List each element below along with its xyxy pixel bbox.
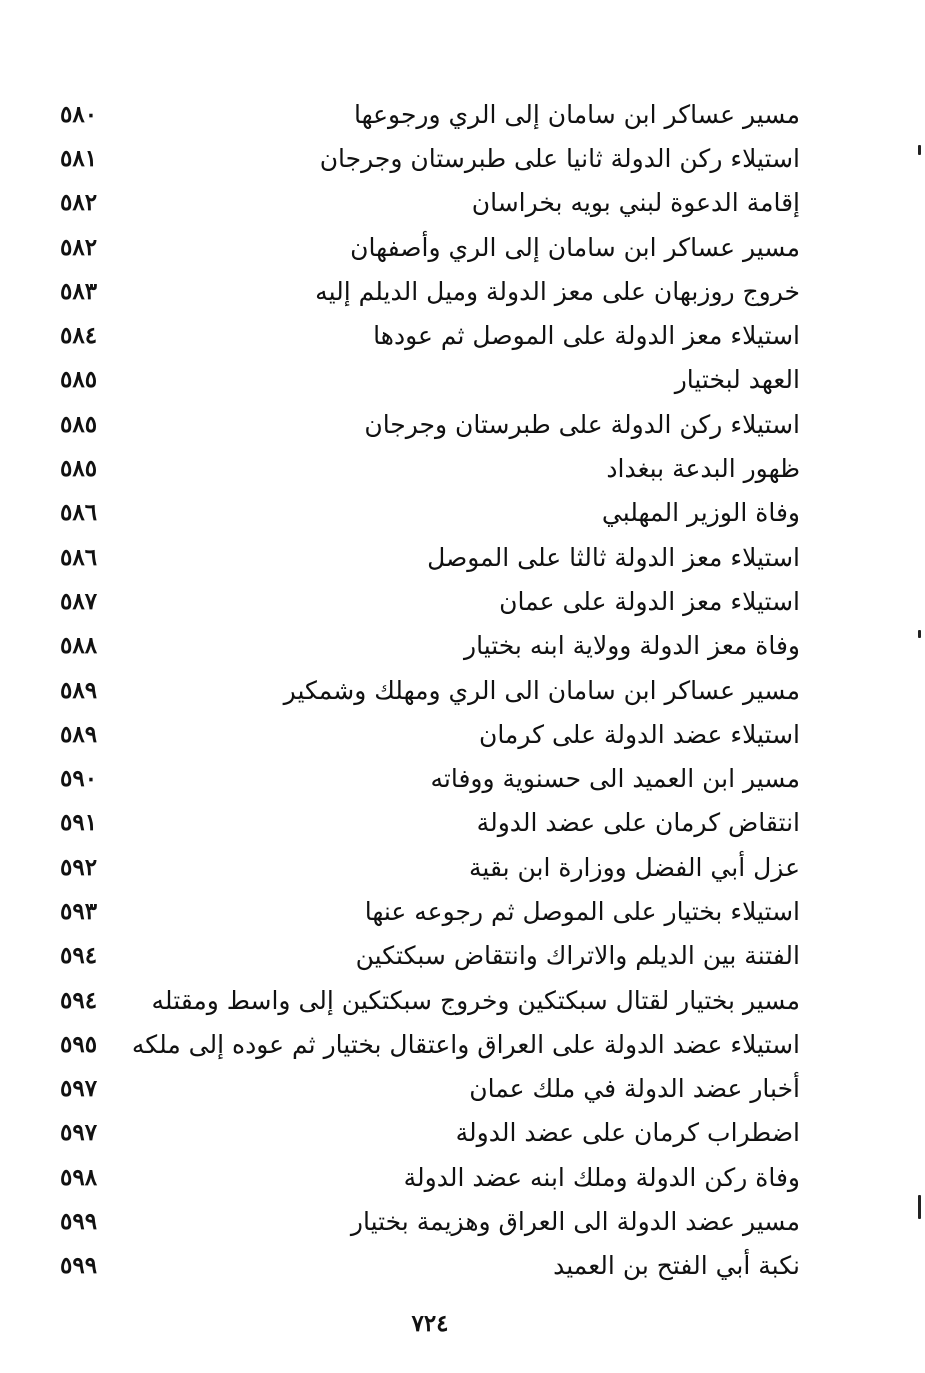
toc-entry-title: ظهور البدعة ببغداد: [606, 454, 800, 484]
toc-entry-title: استيلاء معز الدولة على الموصل ثم عودها: [373, 321, 800, 351]
toc-entry-page: ٥٨٩: [60, 720, 98, 748]
toc-entry-title: استيلاء ركن الدولة على طبرستان وجرجان: [364, 409, 800, 439]
toc-entry-title: استيلاء عضد الدولة على العراق واعتقال بختيار ثم عوده إلى ملكه: [131, 1029, 800, 1059]
toc-entry: [60, 934, 800, 978]
toc-entry-page: ٥٩٧: [60, 1119, 98, 1147]
toc-entry-title: وفاة معز الدولة وولاية ابنه بختيار: [464, 631, 800, 661]
scan-edge-mark: [918, 145, 921, 155]
toc-entry: [60, 1244, 800, 1288]
toc-entry-page: ٥٩٤: [60, 942, 98, 970]
toc-entry-page: ٥٨١: [60, 144, 98, 172]
toc-entry: [60, 579, 800, 623]
toc-entry-page: ٥٩١: [60, 809, 98, 837]
toc-entry-page: ٥٨٦: [60, 499, 98, 527]
toc-entry-title: عزل أبي الفضل ووزارة ابن بقية: [469, 852, 800, 882]
toc-entry: [60, 446, 800, 490]
toc-entry-page: ٥٨٢: [60, 233, 98, 261]
toc-entry-page: ٥٩٥: [60, 1030, 98, 1058]
toc-entry-page: ٥٨٨: [60, 632, 98, 660]
toc-entry: [60, 756, 800, 800]
toc-entry: [60, 801, 800, 845]
toc-entry-page: ٥٨٢: [60, 189, 98, 217]
toc-entry: [60, 402, 800, 446]
toc-entry-page: ٥٨٠: [60, 100, 98, 128]
toc-entry: [60, 92, 800, 136]
toc-entry: [60, 978, 800, 1022]
toc-entry: [60, 491, 800, 535]
toc-entry-page: ٥٨٥: [60, 455, 98, 483]
toc-entry-title: مسير عساكر ابن سامان إلى الري ورجوعها: [353, 99, 800, 129]
toc-entry: [60, 1111, 800, 1155]
toc-entry-title: مسير عضد الدولة الى العراق وهزيمة بختيار: [350, 1207, 800, 1237]
toc-entry-title: استيلاء ركن الدولة ثانيا على طبرستان وجرجان: [319, 143, 800, 173]
toc-entry: [60, 313, 800, 357]
toc-entry-title: العهد لبختيار: [674, 365, 800, 395]
toc-entry: [60, 1067, 800, 1111]
scan-edge-mark: [918, 1195, 921, 1219]
toc-entry-page: ٥٨٣: [60, 277, 98, 305]
toc-entry: [60, 668, 800, 712]
toc-entry: [60, 889, 800, 933]
toc-entry-title: استيلاء معز الدولة ثالثا على الموصل: [427, 542, 800, 572]
toc-entry-page: ٥٨٥: [60, 410, 98, 438]
toc-entry-title: الفتنة بين الديلم والاتراك وانتقاض سبكتكين: [355, 941, 800, 971]
toc-entry-page: ٥٨٩: [60, 676, 98, 704]
toc-entry-title: وفاة ركن الدولة وملك ابنه عضد الدولة: [403, 1162, 800, 1192]
toc-entry-title: انتقاض كرمان على عضد الدولة: [476, 808, 800, 838]
toc-entry-page: ٥٩٨: [60, 1163, 98, 1191]
toc-entry-page: ٥٨٤: [60, 322, 98, 350]
toc-entry-page: ٥٨٧: [60, 587, 98, 615]
toc-entry: [60, 358, 800, 402]
toc-entry-title: اضطراب كرمان على عضد الدولة: [455, 1118, 800, 1148]
table-of-contents: [60, 92, 800, 1288]
toc-entry: [60, 269, 800, 313]
toc-entry-page: ٥٩٧: [60, 1075, 98, 1103]
toc-entry-page: ٥٨٦: [60, 543, 98, 571]
toc-entry-page: ٥٩٤: [60, 986, 98, 1014]
toc-entry-title: خروج روزبهان على معز الدولة وميل الديلم إليه: [315, 276, 800, 306]
toc-entry: [60, 712, 800, 756]
toc-entry: [60, 225, 800, 269]
toc-entry-page: ٥٩٠: [60, 765, 98, 793]
toc-entry: [60, 136, 800, 180]
page-number: ٧٢٤: [411, 1310, 449, 1337]
toc-entry-title: استيلاء عضد الدولة على كرمان: [478, 719, 800, 749]
toc-entry: [60, 181, 800, 225]
toc-entry-title: استيلاء بختيار على الموصل ثم رجوعه عنها: [364, 896, 800, 926]
toc-entry-title: نكبة أبي الفتح بن العميد: [553, 1251, 800, 1281]
toc-entry: [60, 845, 800, 889]
toc-entry: [60, 1199, 800, 1243]
toc-entry-title: استيلاء معز الدولة على عمان: [499, 586, 800, 616]
toc-entry-title: مسير عساكر ابن سامان الى الري ومهلك وشمكير: [283, 675, 800, 705]
toc-entry-title: إقامة الدعوة لبني بويه بخراسان: [471, 188, 800, 218]
toc-entry: [60, 1155, 800, 1199]
scan-edge-mark: [918, 630, 921, 638]
toc-entry-title: مسير بختيار لقتال سبكتكين وخروج سبكتكين إلى واسط ومقتله: [151, 985, 800, 1015]
toc-entry: [60, 624, 800, 668]
toc-entry-page: ٥٩٣: [60, 897, 98, 925]
toc-entry-page: ٥٨٥: [60, 366, 98, 394]
toc-entry-title: وفاة الوزير المهلبي: [601, 498, 800, 528]
toc-entry-title: مسير ابن العميد الى حسنوية ووفاته: [430, 764, 800, 794]
toc-entry-title: أخبار عضد الدولة في ملك عمان: [469, 1074, 800, 1104]
toc-entry-page: ٥٩٢: [60, 853, 98, 881]
toc-entry-page: ٥٩٩: [60, 1208, 98, 1236]
toc-entry: [60, 535, 800, 579]
toc-entry-page: ٥٩٩: [60, 1252, 98, 1280]
toc-entry: [60, 1022, 800, 1066]
toc-entry-title: مسير عساكر ابن سامان إلى الري وأصفهان: [350, 232, 800, 262]
